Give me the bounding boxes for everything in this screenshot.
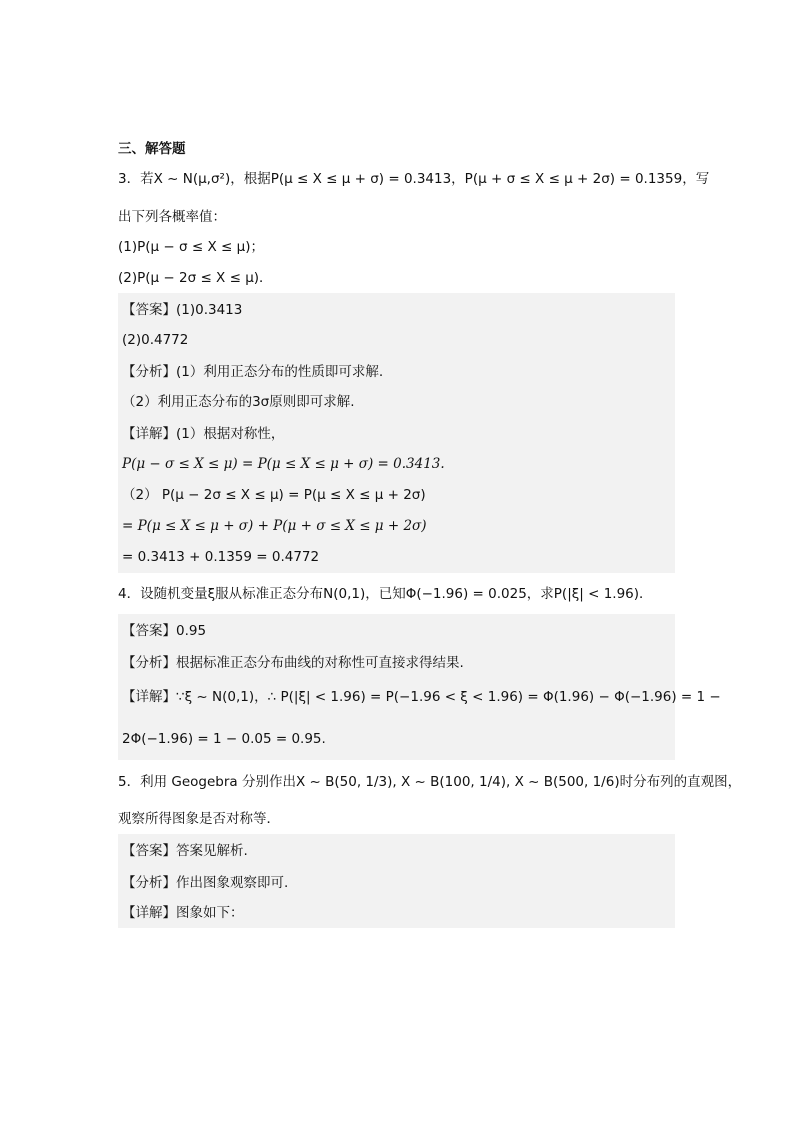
q3-analysis-2: （2）利用正态分布的3σ原则即可求解. — [122, 394, 355, 410]
q5-solution-box — [118, 834, 675, 928]
q3-item-1: (1)P(μ − σ ≤ X ≤ μ)； — [118, 239, 264, 255]
q3-answer-2: (2)0.4772 — [122, 332, 189, 348]
q3-item-2: (2)P(μ − 2σ ≤ X ≤ μ)． — [118, 270, 273, 286]
q3-stem-line2: 出下列各概率值： — [118, 209, 226, 225]
q5-analysis: 【分析】作出图象观察即可. — [122, 875, 289, 891]
q5-stem-line2: 观察所得图象是否对称等． — [118, 811, 280, 827]
q3-detail-3: （2） P(μ − 2σ ≤ X ≤ μ) = P(μ ≤ X ≤ μ + 2σ) — [122, 487, 426, 503]
q3-detail-5: = 0.3413 + 0.1359 = 0.4772 — [122, 549, 320, 565]
q3-detail-1: 【详解】(1）根据对称性， — [122, 426, 285, 442]
q3-solution-box — [118, 293, 675, 573]
q4-stem: 4．设随机变量ξ服从标准正态分布N(0,1)，已知Φ(−1.96) = 0.025，求P(|ξ| < 1.96)． — [118, 586, 653, 602]
q5-answer: 【答案】答案见解析. — [122, 843, 248, 859]
q4-detail-2: 2Φ(−1.96) = 1 − 0.05 = 0.95. — [122, 731, 326, 747]
q3-detail-2: P(μ − σ ≤ X ≤ μ) = P(μ ≤ X ≤ μ + σ) = 0.3413. — [122, 456, 445, 472]
q5-detail: 【详解】图象如下： — [122, 905, 244, 921]
q4-analysis: 【分析】根据标准正态分布曲线的对称性可直接求得结果. — [122, 655, 464, 671]
q5-stem-line1: 5．利用 Geogebra 分别作出X ~ B(50, 1/3), X ~ B(100, 1/4), X ~ B(500, 1/6)时分布列的直观图， — [118, 774, 742, 790]
q4-answer: 【答案】0.95 — [122, 623, 207, 639]
q3-detail-4: = P(μ ≤ X ≤ μ + σ) + P(μ + σ ≤ X ≤ μ + 2σ) — [122, 518, 427, 534]
q3-analysis-1: 【分析】(1）利用正态分布的性质即可求解. — [122, 364, 384, 380]
q4-detail-1: 【详解】∵ξ ~ N(0,1)，∴ P(|ξ| < 1.96) = P(−1.96 < ξ < 1.96) = Φ(1.96) − Φ(−1.96) = 1 − — [122, 689, 721, 705]
q3-answer-1: 【答案】(1)0.3413 — [122, 302, 243, 318]
section-title: 三、解答题 — [118, 141, 186, 157]
q4-solution-box — [118, 614, 721, 760]
q3-stem-line1: 3．若X ~ N(μ,σ²)，根据P(μ ≤ X ≤ μ + σ) = 0.3413，P(μ + σ ≤ X ≤ μ + 2σ) = 0.1359，写 — [118, 171, 710, 187]
